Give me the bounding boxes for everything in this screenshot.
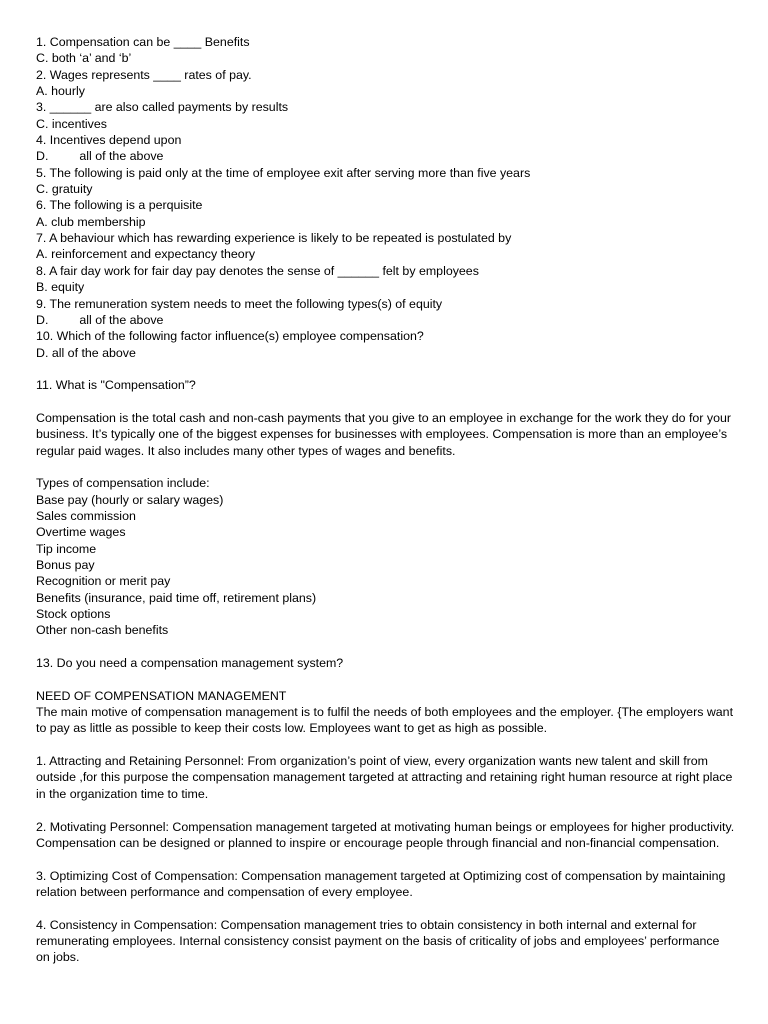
list-item: Stock options <box>36 607 111 622</box>
question-heading: 11. What is "Compensation”? <box>36 378 196 393</box>
spacer <box>36 737 736 753</box>
point-paragraph: 4. Consistency in Compensation: Compensation management tries to obtain consistency in both internal and external for remunerating employees. Internal consistency consist payment on the basis of criticality of jobs and employees’ performance on jobs. <box>36 917 720 965</box>
list-item: Other non-cash benefits <box>36 623 169 638</box>
point-paragraph: 1. Attracting and Retaining Personnel: From organization’s point of view, every organization wants new talent and skill from outside ,for this purpose the compensation management targeted at attracting and retaining right human resource at right place in the organization time to time. <box>36 754 733 801</box>
list-item: Overtime wages <box>36 525 126 540</box>
spacer <box>36 459 736 475</box>
point-paragraph: 2. Motivating Personnel: Compensation management targeted at motivating human beings or employees for higher productivity. Compensation can be designed or planned to inspire or encourage people through financial and non-financial compensation. <box>36 819 735 850</box>
quiz-line: A. club membership <box>36 214 146 229</box>
list-item: Sales commission <box>36 508 136 523</box>
types-heading: Types of compensation include: <box>36 476 210 491</box>
quiz-line: B. equity <box>36 280 85 295</box>
document-page <box>36 34 736 966</box>
spacer <box>36 851 736 867</box>
types-list <box>36 492 736 639</box>
quiz-line: 10. Which of the following factor influence(s) employee compensation? <box>36 329 424 344</box>
compensation-definition: Compensation is the total cash and non-cash payments that you give to an employee in exchange for the work they do for your business. It’s typically one of the biggest expenses for businesses with employees. Compensation is more than an employee’s regular paid wages. It also includes many other types of wages and benefits. <box>36 410 731 458</box>
list-item: Base pay (hourly or salary wages) <box>36 492 224 507</box>
intro-paragraph: The main motive of compensation management is to fulfil the needs of both employees and the employer. {The employers want to pay as little as possible to keep their costs low. Employees want to get as high as possible. <box>36 705 734 736</box>
point-paragraph: 3. Optimizing Cost of Compensation: Compensation management targeted at Optimizing cost of compensation by maintaining relation between performance and compensation of every employee. <box>36 868 726 899</box>
spacer <box>36 361 736 377</box>
spacer <box>36 802 736 818</box>
q13-section <box>36 655 736 966</box>
quiz-line: D. all of the above <box>36 345 136 360</box>
quiz-section <box>36 34 736 361</box>
quiz-line: 7. A behaviour which has rewarding experience is likely to be repeated is postulated by <box>36 231 512 246</box>
list-item: Tip income <box>36 541 97 556</box>
list-item: Benefits (insurance, paid time off, retirement plans) <box>36 590 317 605</box>
quiz-line: 4. Incentives depend upon <box>36 133 182 148</box>
spacer <box>36 671 736 687</box>
quiz-line: 1. Compensation can be ____ Benefits <box>36 35 250 49</box>
list-item: Bonus pay <box>36 558 95 572</box>
quiz-line: 2. Wages represents ____ rates of pay. <box>36 67 252 82</box>
quiz-line: 8. A fair day work for fair day pay denotes the sense of ______ felt by employees <box>36 263 479 278</box>
quiz-line: 3. ______ are also called payments by results <box>36 100 289 115</box>
quiz-line: 9. The remuneration system needs to meet the following types(s) of equity <box>36 296 443 311</box>
quiz-line: C. incentives <box>36 116 107 131</box>
list-item: Recognition or merit pay <box>36 574 171 589</box>
quiz-line: D. all of the above <box>36 149 164 164</box>
section-heading: NEED OF COMPENSATION MANAGEMENT <box>36 688 287 703</box>
quiz-line: C. gratuity <box>36 182 93 197</box>
spacer <box>36 900 736 916</box>
quiz-line: A. hourly <box>36 84 85 99</box>
q11-section <box>36 377 736 639</box>
quiz-line: A. reinforcement and expectancy theory <box>36 247 256 262</box>
quiz-line: 5. The following is paid only at the time of employee exit after serving more than five years <box>36 165 531 180</box>
question-heading: 13. Do you need a compensation management system? <box>36 656 344 671</box>
spacer <box>36 639 736 655</box>
spacer <box>36 394 736 410</box>
quiz-line: D. all of the above <box>36 312 164 327</box>
quiz-line: C. both ‘a’ and ‘b’ <box>36 51 132 66</box>
quiz-line: 6. The following is a perquisite <box>36 198 203 213</box>
